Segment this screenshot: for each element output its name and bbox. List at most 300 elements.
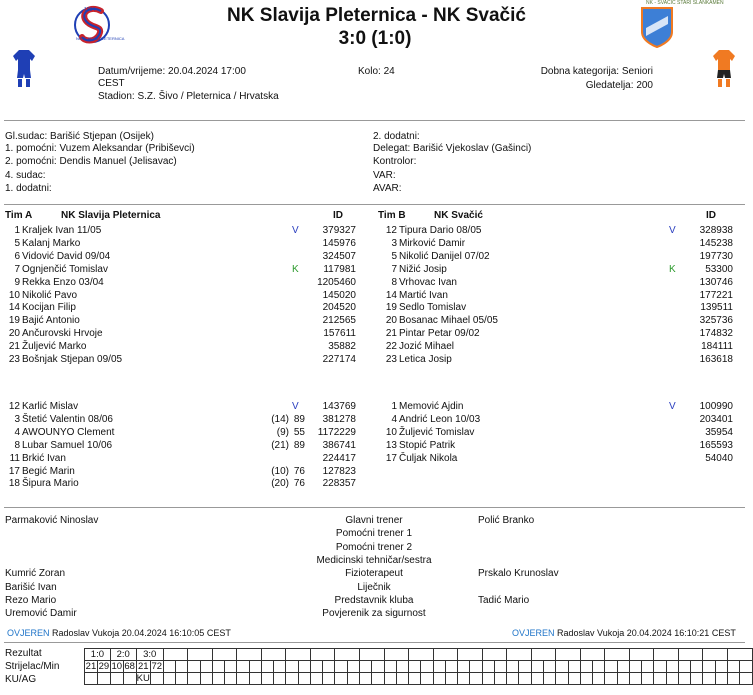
score-label-ku: KU/AG (5, 674, 37, 685)
player-name: Rekka Enzo 03/04 (22, 276, 104, 288)
score-grid-empty-cell (163, 661, 175, 673)
score-grid-empty-cell (470, 673, 482, 685)
player-name: Jozić Mihael (399, 341, 455, 353)
score-grid-empty-cell (605, 649, 630, 661)
score-grid-empty-cell (727, 673, 739, 685)
player-name: Vrhovac Ivan (399, 276, 457, 288)
score-grid-empty-cell (409, 649, 434, 661)
player-name: Letica Josip (399, 354, 452, 365)
scorer-minute-cell: 68 (124, 661, 135, 672)
score-grid-empty-cell (335, 661, 347, 673)
score-grid-empty-cell (163, 673, 175, 685)
player-id: 143769 (322, 401, 356, 412)
score-grid-empty-cell (678, 661, 690, 673)
player-name: Ognjenčić Tomislav (22, 263, 108, 275)
scorer-minute-cell: 29 (98, 661, 110, 672)
player-number: 8 (391, 276, 397, 288)
staff-home-name: Barišić Ivan (5, 581, 57, 593)
player-name: Kraljek Ivan 11/05 (22, 225, 102, 236)
score-grid-empty-cell (727, 649, 752, 661)
player-number: 23 (385, 354, 397, 365)
score-grid-empty-cell (310, 661, 322, 673)
player-id: 117981 (323, 263, 356, 275)
score-grid-empty-cell (617, 673, 629, 685)
player-id: 127823 (322, 465, 356, 477)
player-id: 184111 (701, 341, 733, 353)
score-grid-empty-cell (629, 661, 641, 673)
player-name: Begić Marin (22, 465, 75, 477)
score-label-scorer: Strijelac/Min (5, 661, 60, 672)
scorer-minute-cell: 10 (111, 661, 123, 672)
score-grid-empty-cell (556, 649, 581, 661)
ku-cell (123, 673, 136, 685)
player-number: 4 (14, 426, 20, 438)
player-number: 17 (8, 465, 20, 477)
score-grid-empty-cell (445, 661, 457, 673)
player-number: 19 (385, 302, 397, 314)
goalkeeper-marker: V (669, 401, 676, 412)
score-grid-empty-cell (727, 661, 739, 673)
score-grid-empty-cell (212, 649, 237, 661)
player-name: Kocijan Filip (22, 302, 76, 314)
spectators-label: Gledatelja: (585, 80, 634, 91)
player-number: 3 (14, 413, 20, 425)
score-grid-empty-cell (433, 673, 445, 685)
score-grid-empty-cell (237, 649, 262, 661)
score-grid-empty-cell (176, 661, 188, 673)
player-name: Ančurovski Hrvoje (22, 328, 103, 340)
age-category-label: Dobna kategorija: (540, 66, 620, 77)
player-id: 53300 (705, 263, 733, 275)
score-result-cell: 3:0 (136, 649, 163, 661)
sub-for-number: (20) (271, 478, 289, 490)
score-grid-empty-cell (580, 673, 592, 685)
score-grid-empty-cell (286, 649, 311, 661)
player-name: Nikolić Pavo (22, 289, 78, 301)
team-b-id-header: ID (706, 210, 716, 221)
score-grid-empty-cell (298, 673, 310, 685)
score-grid-empty-cell (347, 673, 359, 685)
sub-for-number: (14) (271, 413, 289, 425)
player-id: 325736 (699, 315, 733, 327)
score-label-result: Rezultat (5, 648, 42, 659)
score-grid-empty-cell (556, 673, 568, 685)
sub-minute: 76 (293, 478, 305, 490)
player-id: 224417 (322, 452, 356, 464)
player-name: Čuljak Nikola (399, 452, 458, 464)
player-id: 165593 (699, 439, 733, 451)
score-grid-row (85, 673, 753, 685)
player-id: 139511 (700, 302, 733, 314)
player-id: 35882 (328, 341, 356, 353)
staff-role: Glavni trener (345, 515, 403, 526)
score-grid-empty-cell (642, 661, 654, 673)
player-number: 18 (8, 478, 20, 490)
score-grid-empty-cell (507, 673, 519, 685)
player-number: 1 (14, 225, 20, 236)
score-grid-empty-cell (237, 661, 249, 673)
team-b-name: NK Svačić (434, 210, 483, 221)
home-logo-year: 1934 (84, 7, 96, 13)
player-number: 20 (385, 315, 397, 327)
player-number: 14 (8, 302, 20, 314)
score-grid-empty-cell (531, 661, 543, 673)
score-grid-empty-cell (654, 673, 666, 685)
player-name: Memović Ajdin (399, 401, 464, 412)
staff-home-name: Uremović Damir (5, 608, 77, 620)
score-grid-empty-cell (458, 673, 470, 685)
score-grid-empty-cell (421, 661, 433, 673)
score-grid-empty-cell (556, 661, 568, 673)
score-grid-empty-cell (703, 661, 715, 673)
verified-status-home: OVJEREN (7, 628, 50, 638)
score-grid-empty-cell (372, 673, 384, 685)
player-number: 9 (14, 276, 20, 288)
score-grid-empty-cell (470, 661, 482, 673)
score-grid-empty-cell (396, 673, 408, 685)
score-grid-empty-cell (715, 673, 727, 685)
player-id: 100990 (699, 401, 733, 412)
official-line: 1. dodatni: (5, 183, 52, 194)
player-number: 7 (14, 263, 20, 275)
away-logo-caption: NK - SVAČIĆ STARI SLANKAMEN (646, 0, 724, 6)
home-kit-icon (13, 50, 35, 91)
sub-for-number: (10) (271, 465, 289, 477)
player-id: 197730 (699, 250, 733, 262)
player-id: 386741 (322, 439, 356, 451)
score-grid-empty-cell (261, 673, 273, 685)
sub-minute: 55 (293, 426, 305, 438)
player-name: Šipura Mario (22, 478, 79, 490)
player-id: 145238 (699, 237, 733, 249)
score-grid-empty-cell (433, 661, 445, 673)
player-id: 157611 (323, 328, 356, 340)
player-id: 54040 (705, 452, 733, 464)
score-grid-empty-cell (225, 673, 237, 685)
score-grid-empty-cell (188, 673, 200, 685)
score-grid-empty-cell (458, 661, 470, 673)
player-number: 22 (385, 341, 397, 353)
player-number: 12 (8, 401, 20, 412)
score-grid-empty-cell (531, 649, 556, 661)
score-grid-empty-cell (605, 661, 617, 673)
player-number: 19 (8, 315, 20, 327)
score-result-cell: 2:0 (110, 649, 136, 661)
score-grid-empty-cell (494, 661, 506, 673)
player-name: Bosanac Mihael 05/05 (399, 315, 498, 327)
score-grid-empty-cell (519, 661, 531, 673)
away-kit-icon (713, 50, 735, 91)
player-number: 11 (9, 452, 20, 464)
ku-cell (150, 673, 163, 685)
score-grid-empty-cell (396, 661, 408, 673)
score-grid-empty-cell (310, 673, 322, 685)
staff-away-name: Polić Branko (478, 515, 535, 526)
score-grid-empty-cell (482, 649, 507, 661)
player-name: Štetić Valentin 08/06 (22, 413, 113, 425)
player-id: 145020 (322, 289, 356, 301)
player-name: Vidović David 09/04 (22, 250, 111, 262)
timezone: CEST (98, 78, 125, 89)
team-a-id-header: ID (333, 210, 343, 221)
verified-text-home: Radoslav Vukoja 20.04.2024 16:10:05 CEST (52, 628, 231, 638)
player-number: 8 (14, 439, 20, 451)
score-grid-empty-cell (225, 661, 237, 673)
score-grid-empty-cell (384, 673, 396, 685)
player-id: 177221 (699, 289, 733, 301)
player-name: Martić Ivan (399, 289, 448, 301)
score-grid-empty-cell (323, 661, 335, 673)
score-grid-empty-cell (715, 661, 727, 673)
official-line: AVAR: (373, 183, 402, 194)
round-label: Kolo: (358, 66, 381, 77)
score-grid-empty-cell (666, 661, 678, 673)
player-id: 381278 (322, 413, 356, 425)
official-line: VAR: (373, 170, 396, 181)
score-grid-empty-cell (654, 661, 666, 673)
score-grid-empty-cell (507, 661, 519, 673)
score-grid-empty-cell (678, 673, 690, 685)
player-number: 17 (385, 452, 397, 464)
player-id: 1172229 (317, 426, 356, 438)
score-grid-empty-cell (421, 673, 433, 685)
sub-minute: 89 (293, 439, 305, 451)
score-grid-empty-cell (384, 661, 396, 673)
goalkeeper-marker: V (292, 225, 299, 236)
player-number: 4 (391, 413, 397, 425)
datetime-label: Datum/vrijeme: (98, 66, 166, 77)
player-id: 174832 (699, 328, 733, 340)
score-grid (84, 648, 753, 685)
official-line: 2. dodatni: (373, 131, 420, 142)
sub-for-number: (9) (276, 426, 289, 438)
player-number: 23 (8, 354, 20, 365)
score-grid-empty-cell (482, 661, 494, 673)
score-grid-empty-cell (678, 649, 703, 661)
score-grid-empty-cell (212, 661, 224, 673)
player-number: 7 (391, 263, 397, 275)
official-line: 1. pomoćni: Vuzem Aleksandar (Pribiševci) (5, 143, 195, 154)
score-grid-empty-cell (163, 649, 188, 661)
away-team-title: NK Svačić (432, 5, 526, 26)
player-name: Tipura Dario 08/05 (399, 225, 482, 236)
player-id: 145976 (322, 237, 356, 249)
score-grid-empty-cell (691, 673, 703, 685)
score-grid-empty-cell (176, 673, 188, 685)
staff-role: Pomoćni trener 1 (335, 528, 413, 540)
player-number: 10 (385, 426, 397, 438)
score-grid-empty-cell (200, 673, 212, 685)
ku-cell (85, 673, 98, 685)
staff-away-name: Tadić Mario (478, 594, 530, 606)
score-grid-empty-cell (666, 673, 678, 685)
player-name: Nižić Josip (399, 263, 447, 275)
score-grid-empty-cell (335, 673, 347, 685)
player-name: AWOUNYO Clement (22, 426, 115, 438)
spectators-value: 200 (636, 80, 653, 91)
score-grid-empty-cell (261, 661, 273, 673)
staff-role: Liječnik (357, 581, 391, 593)
verified-text-away: Radoslav Vukoja 20.04.2024 16:10:21 CEST (557, 628, 736, 638)
home-logo-caption: NK SLAVIJA PLETERNICA (76, 36, 125, 41)
player-number: 3 (391, 237, 397, 249)
captain-marker: K (292, 263, 299, 275)
player-number: 6 (14, 250, 20, 262)
score-result-cell: 1:0 (85, 649, 111, 661)
player-number: 1 (391, 401, 397, 412)
captain-marker: K (669, 263, 676, 275)
official-line: 4. sudac: (5, 170, 46, 181)
staff-home-name: Rezo Mario (5, 594, 57, 606)
score-grid-empty-cell (433, 649, 458, 661)
player-number: 13 (385, 439, 397, 451)
score-grid-empty-cell (593, 661, 605, 673)
sub-for-number: (21) (271, 439, 289, 451)
official-line: 2. pomoćni: Dendis Manuel (Jelisavac) (5, 156, 177, 167)
score-grid-empty-cell (617, 661, 629, 673)
score-grid-empty-cell (359, 673, 371, 685)
score-grid-empty-cell (286, 661, 298, 673)
scorer-minute-cell: 21 (137, 661, 149, 672)
sub-minute: 76 (293, 465, 305, 477)
staff-role: Medicinski tehničar/sestra (316, 554, 432, 566)
score-grid-empty-cell (642, 673, 654, 685)
player-id: 379327 (322, 225, 356, 236)
score-grid-empty-cell (188, 661, 200, 673)
goalkeeper-marker: V (669, 225, 676, 236)
score-grid-empty-cell (249, 661, 261, 673)
staff-role: Fizioterapeut (345, 568, 403, 580)
score-grid-empty-cell (359, 649, 384, 661)
player-name: Žuljević Marko (22, 341, 87, 353)
player-id: 204520 (322, 302, 356, 314)
final-score: 3:0 (1:0) (338, 28, 412, 49)
score-grid-empty-cell (458, 649, 483, 661)
score-grid-empty-cell (482, 673, 494, 685)
score-grid-empty-cell (740, 673, 753, 685)
score-grid-empty-cell (310, 649, 335, 661)
score-grid-empty-cell (593, 673, 605, 685)
ku-cell: KU (136, 673, 150, 684)
player-number: 21 (8, 341, 20, 353)
score-grid-empty-cell (507, 649, 532, 661)
score-grid-empty-cell (200, 661, 212, 673)
score-grid-empty-cell (519, 673, 531, 685)
score-grid-row (85, 661, 753, 673)
goalkeeper-marker: V (292, 401, 299, 412)
score-grid-empty-cell (298, 661, 310, 673)
player-id: 1205460 (317, 276, 356, 288)
score-grid-empty-cell (568, 661, 580, 673)
player-number: 10 (8, 289, 20, 301)
score-grid-empty-cell (654, 649, 679, 661)
score-grid-empty-cell (543, 673, 555, 685)
player-id: 130746 (699, 276, 733, 288)
score-grid-empty-cell (409, 661, 421, 673)
score-grid-empty-cell (629, 649, 654, 661)
ku-cell (97, 673, 110, 685)
score-grid-empty-cell (237, 673, 249, 685)
player-name: Lubar Samuel 10/06 (22, 439, 113, 451)
official-line: Kontrolor: (373, 156, 417, 167)
round-value: 24 (383, 66, 395, 77)
player-id: 324507 (322, 250, 356, 262)
score-grid-empty-cell (703, 673, 715, 685)
score-grid-empty-cell (740, 661, 753, 673)
player-number: 5 (391, 250, 397, 262)
score-grid-empty-cell (347, 661, 359, 673)
player-id: 203401 (699, 413, 733, 425)
player-name: Mirković Damir (399, 237, 466, 249)
official-line: Gl.sudac: Barišić Stjepan (Osijek) (5, 131, 154, 142)
staff-role: Pomoćni trener 2 (335, 541, 413, 553)
player-name: Pintar Petar 09/02 (399, 328, 480, 340)
score-grid-row (85, 649, 753, 661)
home-team-title: NK Slavija Pleternica (227, 5, 417, 26)
player-number: 21 (385, 328, 397, 340)
score-grid-empty-cell (274, 661, 286, 673)
score-grid-empty-cell (274, 673, 286, 685)
title-separator: - (421, 5, 428, 26)
player-id: 328938 (699, 225, 733, 236)
score-grid-empty-cell (629, 673, 641, 685)
score-grid-empty-cell (323, 673, 335, 685)
player-name: Sedlo Tomislav (399, 302, 467, 314)
score-grid-empty-cell (703, 649, 728, 661)
score-grid-empty-cell (531, 673, 543, 685)
player-id: 212565 (322, 315, 356, 327)
score-grid-empty-cell (249, 673, 261, 685)
score-grid-empty-cell (359, 661, 371, 673)
sub-minute: 89 (293, 413, 305, 425)
stadium-value: S.Z. Šivo / Pleternica / Hrvatska (137, 91, 279, 102)
player-id: 35954 (705, 426, 733, 438)
score-grid-empty-cell (568, 673, 580, 685)
player-id: 163618 (699, 354, 733, 365)
staff-role: Predstavnik kluba (334, 594, 414, 606)
player-name: Karlić Mislav (22, 401, 79, 412)
team-a-label: Tim A (5, 210, 33, 221)
score-grid-empty-cell (409, 673, 421, 685)
scorer-minute-cell: 21 (85, 661, 97, 672)
score-grid-empty-cell (494, 673, 506, 685)
score-grid-empty-cell (384, 649, 409, 661)
age-category-value: Seniori (621, 66, 653, 77)
score-grid-empty-cell (691, 661, 703, 673)
player-number: 20 (8, 328, 20, 340)
score-grid-empty-cell (261, 649, 286, 661)
player-name: Žuljević Tomislav (399, 426, 475, 438)
player-name: Bajić Antonio (22, 315, 80, 327)
score-grid-empty-cell (580, 649, 605, 661)
score-grid-empty-cell (445, 673, 457, 685)
player-id: 227174 (322, 354, 356, 365)
official-line: Delegat: Barišić Vjekoslav (Gašinci) (373, 143, 532, 154)
stadium-label: Stadion: (98, 91, 135, 102)
team-b-label: Tim B (378, 210, 406, 221)
team-a-name: NK Slavija Pleternica (61, 210, 161, 221)
player-number: 5 (14, 237, 20, 249)
score-grid-empty-cell (212, 673, 224, 685)
player-number: 12 (385, 225, 397, 236)
score-grid-empty-cell (286, 673, 298, 685)
score-grid-empty-cell (543, 661, 555, 673)
player-id: 228357 (322, 478, 356, 490)
staff-home-name: Kumrić Zoran (5, 568, 66, 580)
player-name: Nikolić Danijel 07/02 (399, 250, 490, 262)
player-name: Andrić Leon 10/03 (399, 413, 481, 425)
player-name: Brkić Ivan (22, 452, 66, 464)
